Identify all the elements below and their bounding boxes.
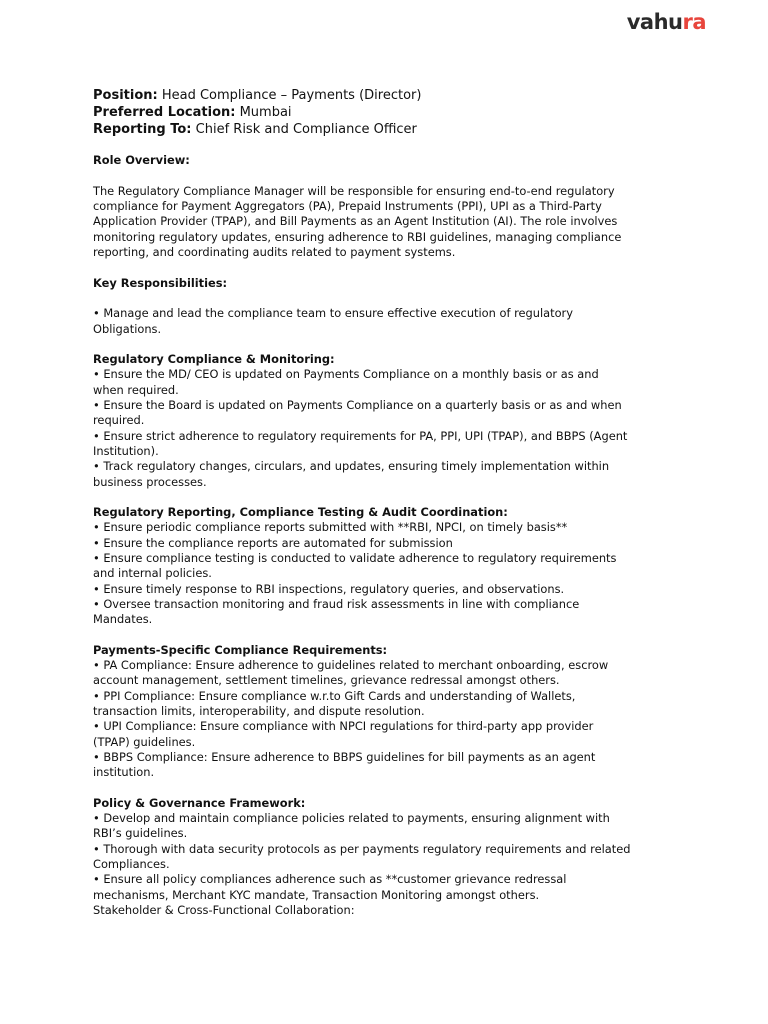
section-heading-payments: Payments-Specific Compliance Requirements: bbox=[93, 642, 388, 657]
list-item: • Ensure the MD/ CEO is updated on Payments Compliance on a monthly basis or as and when required. bbox=[93, 367, 599, 397]
position-line bbox=[93, 87, 633, 104]
spacer bbox=[93, 780, 633, 795]
list-item: • Thorough with data security protocols as per payments regulatory requirements and related Compliances. bbox=[93, 841, 631, 871]
key-responsibility-item: • Manage and lead the compliance team to ensure effective execution of regulatory Obligations. bbox=[93, 306, 573, 336]
list-item: • UPI Compliance: Ensure compliance with NPCI regulations for third-party app provider (TPAP) guidelines. bbox=[93, 719, 594, 749]
position-label: Position: bbox=[93, 88, 158, 103]
reporting-value: Chief Risk and Compliance Officer bbox=[195, 122, 417, 137]
reporting-line bbox=[93, 121, 633, 138]
section-heading-monitoring: Regulatory Compliance & Monitoring: bbox=[93, 352, 335, 367]
list-item: • Develop and maintain compliance policies related to payments, ensuring alignment with RBI’s guidelines. bbox=[93, 811, 610, 841]
position-value: Head Compliance – Payments (Director) bbox=[161, 88, 422, 103]
list-item: • Ensure timely response to RBI inspections, regulatory queries, and observations. bbox=[93, 581, 565, 596]
location-line bbox=[93, 104, 633, 121]
logo-main-text: vahu bbox=[626, 10, 683, 34]
spacer bbox=[93, 138, 633, 153]
list-item: • Ensure the Board is updated on Payments Compliance on a quarterly basis or as and when required. bbox=[93, 398, 622, 428]
role-overview-heading: Role Overview: bbox=[93, 153, 190, 168]
list-item: • Ensure compliance testing is conducted to validate adherence to regulatory requirements and internal policies. bbox=[93, 551, 617, 581]
location-value: Mumbai bbox=[239, 105, 292, 120]
logo-accent-text: ra bbox=[682, 10, 706, 34]
list-item: Stakeholder & Cross-Functional Collaboration: bbox=[93, 902, 355, 917]
section-heading-policy: Policy & Governance Framework: bbox=[93, 795, 306, 810]
list-item: • PPI Compliance: Ensure compliance w.r.to Gift Cards and understanding of Wallets, transaction limits, interoperability, and dispute resolution. bbox=[93, 688, 576, 718]
key-responsibilities-heading: Key Responsibilities: bbox=[93, 275, 228, 290]
section-heading-reporting: Regulatory Reporting, Compliance Testing & Audit Coordination: bbox=[93, 505, 508, 520]
spacer bbox=[93, 337, 633, 352]
list-item: • Ensure the compliance reports are automated for submission bbox=[93, 535, 453, 550]
list-item: • Ensure all policy compliances adherence such as **customer grievance redressal mechanisms, Merchant KYC mandate, Transaction Monitoring amongst others. bbox=[93, 872, 567, 902]
spacer bbox=[93, 490, 633, 505]
list-item: • Ensure strict adherence to regulatory requirements for PA, PPI, UPI (TPAP), and BBPS (Agent Institution). bbox=[93, 428, 628, 458]
reporting-label: Reporting To: bbox=[93, 122, 192, 137]
role-overview-text: The Regulatory Compliance Manager will be responsible for ensuring end-to-end regulatory compliance for Payment Aggregators (PA), Prepaid Instruments (PPI), UPI as a Third-Party Application Provider (TPAP), and Bill Payments as an Agent Institution (AI). The role involves monitoring regulatory updates, ensuring adherence to RBI guidelines, managing compliance reporting, and coordinating audits related to payment systems. bbox=[93, 183, 622, 260]
list-item: • Ensure periodic compliance reports submitted with **RBI, NPCI, on timely basis** bbox=[93, 520, 568, 535]
list-item: • Track regulatory changes, circulars, and updates, ensuring timely implementation within business processes. bbox=[93, 459, 610, 489]
job-description-document bbox=[93, 87, 633, 918]
spacer bbox=[93, 260, 633, 275]
location-label: Preferred Location: bbox=[93, 105, 236, 120]
list-item: • PA Compliance: Ensure adherence to guidelines related to merchant onboarding, escrow account management, settlement timelines, grievance redressal amongst others. bbox=[93, 658, 609, 688]
list-item: • Oversee transaction monitoring and fraud risk assessments in line with compliance Mandates. bbox=[93, 596, 580, 627]
spacer bbox=[93, 169, 633, 184]
spacer bbox=[93, 628, 633, 643]
company-logo bbox=[627, 10, 706, 34]
spacer bbox=[93, 291, 633, 306]
list-item: • BBPS Compliance: Ensure adherence to BBPS guidelines for bill payments as an agent institution. bbox=[93, 749, 596, 780]
